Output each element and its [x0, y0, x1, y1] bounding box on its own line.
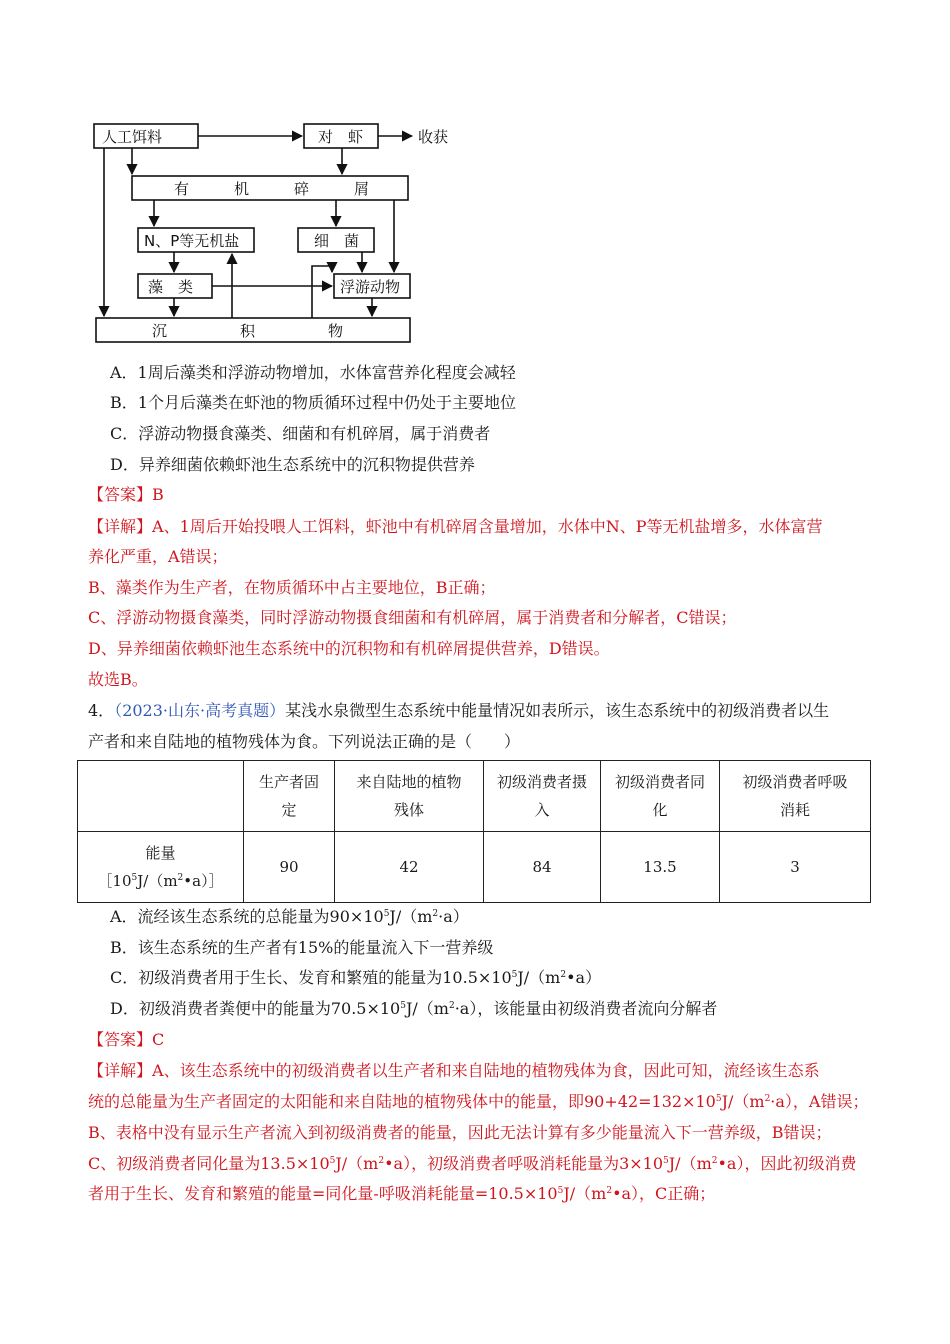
q3-option-a: A．1周后藻类和浮游动物增加，水体富营养化程度会减轻 [110, 363, 516, 382]
algae-label: 藻 类 [148, 278, 194, 296]
header-text: 生产者固 [258, 773, 319, 791]
sediment-char: 物 [328, 322, 344, 340]
shrimp-label: 对 虾 [318, 128, 364, 146]
header-text: 入 [534, 801, 550, 819]
table-row [78, 832, 871, 903]
q4-detail-line: 统的总能量为生产者固定的太阳能和来自陆地的植物残体中的能量，即$90+42=132\times 10^5J/(m^2\cdot a)$，A错误； [88, 1092, 869, 1111]
q4-option-a: A．流经该生态系统的总能量为$90\times 10^5J/(m^2\cdot a)$ [110, 907, 469, 926]
table-header-cell [484, 761, 601, 832]
q4-source: （2023·山东·高考真题） [114, 701, 286, 720]
table-cell: 13.5 [601, 832, 720, 903]
table-header-cell [720, 761, 871, 832]
table-header-row [78, 761, 871, 832]
header-text: 消耗 [779, 801, 810, 819]
header-text: 定 [281, 801, 297, 819]
q3-detail-line: 故选B。 [88, 670, 148, 689]
q4-stem-text: 某浅水泉微型生态系统中能量情况如表所示，该生态系统中的初级消费者以生 [285, 701, 830, 720]
header-text: 残体 [393, 801, 424, 819]
row-unit: $[10^5J/(m^2•a)]$ [97, 872, 224, 890]
q4-option-d: D．初级消费者粪便中的能量为$70.5\times 10^5J/(m^2\cdot a)$，该能量由初级消费者流向分解者 [110, 999, 718, 1018]
q3-detail-line: D、异养细菌依赖虾池生态系统中的沉积物和有机碎屑提供营养，D错误。 [88, 639, 610, 658]
detritus-char: 碎 [294, 180, 310, 198]
q3-detail-line: B、藻类作为生产者，在物质循环中占主要地位，B正确； [88, 578, 496, 597]
q3-detail-line: C、浮游动物摄食藻类，同时浮游动物摄食细菌和有机碎屑，属于消费者和分解者，C错误； [88, 608, 737, 627]
table-header-cell [244, 761, 335, 832]
q4-stem-line: 产者和来自陆地的植物残体为食。下列说法正确的是（ ） [88, 732, 521, 751]
q4-stem-line [88, 700, 829, 722]
q3-answer: 【答案】B [88, 485, 164, 504]
header-text: 初级消费者摄 [496, 773, 587, 791]
q3-option-b: B．1个月后藻类在虾池的物质循环过程中仍处于主要地位 [110, 393, 516, 412]
header-text: 初级消费者同 [614, 773, 705, 791]
energy-flow-diagram [92, 118, 472, 348]
q4-detail-line: 者用于生长、发育和繁殖的能量=同化量-呼吸消耗能量$=10.5\times 10^5J/(m^2•a)$，C正确； [88, 1184, 716, 1203]
row-label: 能量 [145, 844, 176, 862]
detritus-char: 屑 [354, 180, 370, 198]
table-corner-cell [78, 761, 244, 832]
q3-option-d: D．异养细菌依赖虾池生态系统中的沉积物提供营养 [110, 455, 475, 474]
sediment-char: 沉 [152, 322, 168, 340]
table-header-cell [335, 761, 484, 832]
q3-detail-label: 【详解】 [88, 517, 153, 536]
table-cell: 42 [335, 832, 484, 903]
table-cell: 90 [244, 832, 335, 903]
row-label-cell [78, 832, 244, 903]
q4-answer: 【答案】C [88, 1030, 165, 1049]
q4-detail-line: 【详解】A、该生态系统中的初级消费者以生产者和来自陆地的植物残体为食，因此可知，流经该生态系 [88, 1061, 820, 1080]
bacteria-label: 细 菌 [314, 232, 360, 250]
detritus-char: 有 [174, 180, 190, 198]
table-header-cell [601, 761, 720, 832]
nutrients-label: N、P等无机盐 [144, 232, 240, 250]
header-text: 初级消费者呼吸 [742, 773, 848, 791]
detritus-char: 机 [234, 180, 250, 198]
q3-detail-line: 养化严重，A错误； [88, 547, 228, 566]
header-text: 化 [652, 801, 668, 819]
table-cell: 3 [720, 832, 871, 903]
harvest-label: 收获 [418, 128, 449, 146]
q4-number: 4． [88, 701, 115, 720]
q3-detail-text: A、1周后开始投喂人工饵料，虾池中有机碎屑含量增加，水体中N、P等无机盐增多，水体富营 [152, 517, 823, 536]
q4-detail-line: C、初级消费者同化量为$13.5\times 10^5J/(m^2•a)$，初级消费者呼吸消耗能量为$3\times 10^5J/(m^2•a)$，因此初级消费 [88, 1154, 857, 1173]
header-text: 来自陆地的植物 [356, 773, 462, 791]
energy-table [77, 760, 871, 903]
zooplankton-label: 浮游动物 [340, 278, 401, 296]
q4-option-b: B．该生态系统的生产者有15%的能量流入下一营养级 [110, 938, 494, 957]
q3-detail-line [88, 516, 823, 538]
q4-option-c: C．初级消费者用于生长、发育和繁殖的能量为$10.5\times 10^5J/(m^2•a)$ [110, 968, 602, 987]
q4-detail-line: B、表格中没有显示生产者流入到初级消费者的能量，因此无法计算有多少能量流入下一营养级，B错误； [88, 1123, 832, 1142]
table-cell: 84 [484, 832, 601, 903]
q4-detail-label: 【详解】 [88, 1061, 153, 1080]
sediment-char: 积 [240, 322, 256, 340]
feed-label: 人工饵料 [102, 128, 163, 146]
q3-option-c: C．浮游动物摄食藻类、细菌和有机碎屑，属于消费者 [110, 424, 491, 443]
